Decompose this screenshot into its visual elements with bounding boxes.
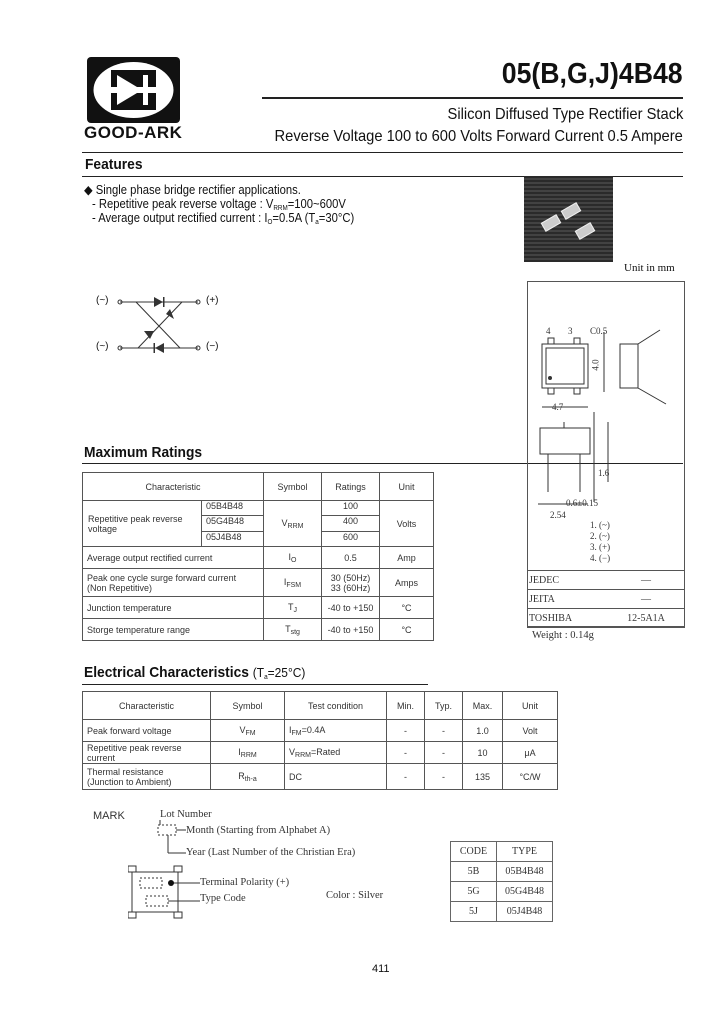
table-row: 5J 05J4B48 [451,902,553,922]
svg-text:4: 4 [546,326,551,336]
terminal-plus: (+) [206,295,219,306]
features-title: Features [85,156,143,173]
ec-header-unit: Unit [503,692,558,720]
unit-note: Unit in mm [624,262,675,274]
bullet-icon: ◆ [84,183,96,197]
electrical-rule [82,684,428,685]
mark-year: Year (Last Number of the Christian Era) [186,847,356,858]
mr-rrm-values: 100 400 600 [322,501,380,547]
ec-header-symbol: Symbol [211,692,285,720]
mr-tj-value: -40 to +150 [322,597,380,619]
mark-diagram-icon [128,820,208,920]
mr-rrm-char: Repetitive peak reverse voltage 05B4B48 05G4B48 05J4B48 [83,501,264,547]
mr-tj-symbol: $T_J$ [264,597,322,619]
pin-list: 1. (~) 2. (~) 3. (+) 4. (−) [590,520,611,563]
company-logo [87,57,180,123]
chip-image-1 [541,214,562,232]
mr-surge-char: Peak one cycle surge forward current (Non Repetitive) [83,569,264,597]
terminal-minus: (−) [206,341,219,352]
mr-tstg-value: -40 to +150 [322,619,380,641]
table-row: 5G 05G4B48 [451,882,553,902]
spec-line: Reverse Voltage 100 to 600 Volts Forward Current 0.5 Ampere [274,128,683,145]
features-rule-top [82,152,683,153]
part-number: 05(B,G,J)4B48 [502,58,683,90]
logo-text: GOOD-ARK [84,123,183,142]
toshiba-label: TOSHIBA [527,609,605,628]
mr-tj-char: Junction temperature [83,597,264,619]
type-header: TYPE [497,842,553,862]
table-row: Repetitive peak reverse current $I_{RRM}$ $V_{RRM}=Rated$ - - 10 μA [83,742,558,764]
jedec-value: — [605,571,685,590]
package-standards-table [527,570,685,628]
mr-io-char: Average output rectified current [83,547,264,569]
ec-header-typ: Typ. [425,692,463,720]
mark-type-code: Type Code [200,893,246,904]
terminal-ac2: (~) [96,341,109,352]
ec-header-cond: Test condition [285,692,387,720]
dim-16: 1.6 [598,468,610,478]
table-row: 5B 05B4B48 [451,862,553,882]
diode-logo-icon [87,57,180,123]
jeita-value: — [605,590,685,609]
electrical-title: Electrical Characteristics $(T_a=25^\circ C)$ [84,664,306,681]
mr-rrm-unit: Volts [380,501,434,547]
terminal-ac1: (~) [96,295,109,306]
ec-header-char: Characteristic [83,692,211,720]
mr-header-unit: Unit [380,473,434,501]
svg-text:3: 3 [568,326,573,336]
max-ratings-title: Maximum Ratings [84,444,203,461]
dim-47: 4.7 [552,402,564,412]
bridge-circuit [84,293,234,359]
mr-io-value: 0.5 [322,547,380,569]
ec-header-max: Max. [463,692,503,720]
mr-surge-symbol: $I_{FSM}$ [264,569,322,597]
dim-06: 0.6±0.15 [566,498,598,508]
chip-image-2 [561,202,582,220]
max-ratings-table [82,472,434,641]
electrical-table [82,691,558,790]
mr-header-char: Characteristic [83,473,264,501]
mark-title: MARK [93,810,125,822]
mark-lot: Lot Number [160,809,212,820]
mr-surge-unit: Amps [380,569,434,597]
mr-rrm-symbol: $V_{RRM}$ [264,501,322,547]
subtitle: Silicon Diffused Type Rectifier Stack [447,106,683,123]
jeita-label: JEITA [527,590,605,609]
product-photo [524,176,613,262]
dim-40: 4.0 [590,359,601,371]
mr-tstg-char: Storge temperature range [83,619,264,641]
mr-io-unit: Amp [380,547,434,569]
mr-io-symbol: $I_O$ [264,547,322,569]
table-row: Peak forward voltage $V_{FM}$ $I_{FM}=0.4A$ - - 1.0 Volt [83,720,558,742]
page-number: 411 [372,963,390,975]
dim-c05: C0.5 [590,326,608,336]
code-table [450,841,553,922]
mark-month: Month (Starting from Alphabet A) [186,825,331,836]
mr-tj-unit: °C [380,597,434,619]
feature-bullet: ◆ Single phase bridge rectifier applications. [84,183,301,197]
ec-header-min: Min. [387,692,425,720]
mark-polarity: Terminal Polarity (+) [200,877,290,888]
mr-header-symbol: Symbol [264,473,322,501]
jedec-label: JEDEC [527,571,605,590]
feature-vrrm: - Repetitive peak reverse voltage : $V_{RRM}=100\sim 600V$ [92,197,346,212]
feature-io: - Average output rectified current : $I_O=0.5A$ $(T_a=30^\circ C)$ [92,211,355,226]
table-row: Thermal resistance (Junction to Ambient) $R_{th-a}$ DC - - 135 °C/W [83,764,558,790]
mr-tstg-unit: °C [380,619,434,641]
mr-tstg-symbol: $T_{stg}$ [264,619,322,641]
dim-254: 2.54 [550,510,566,520]
mr-surge-value: 30 (50Hz) 33 (60Hz) [322,569,380,597]
mark-color: Color : Silver [326,890,384,901]
chip-image-3 [575,222,596,240]
code-header: CODE [451,842,497,862]
title-rule [262,97,683,99]
package-weight: Weight : 0.14g [532,630,594,641]
toshiba-value: 12-5A1A [605,609,685,628]
mr-header-ratings: Ratings [322,473,380,501]
